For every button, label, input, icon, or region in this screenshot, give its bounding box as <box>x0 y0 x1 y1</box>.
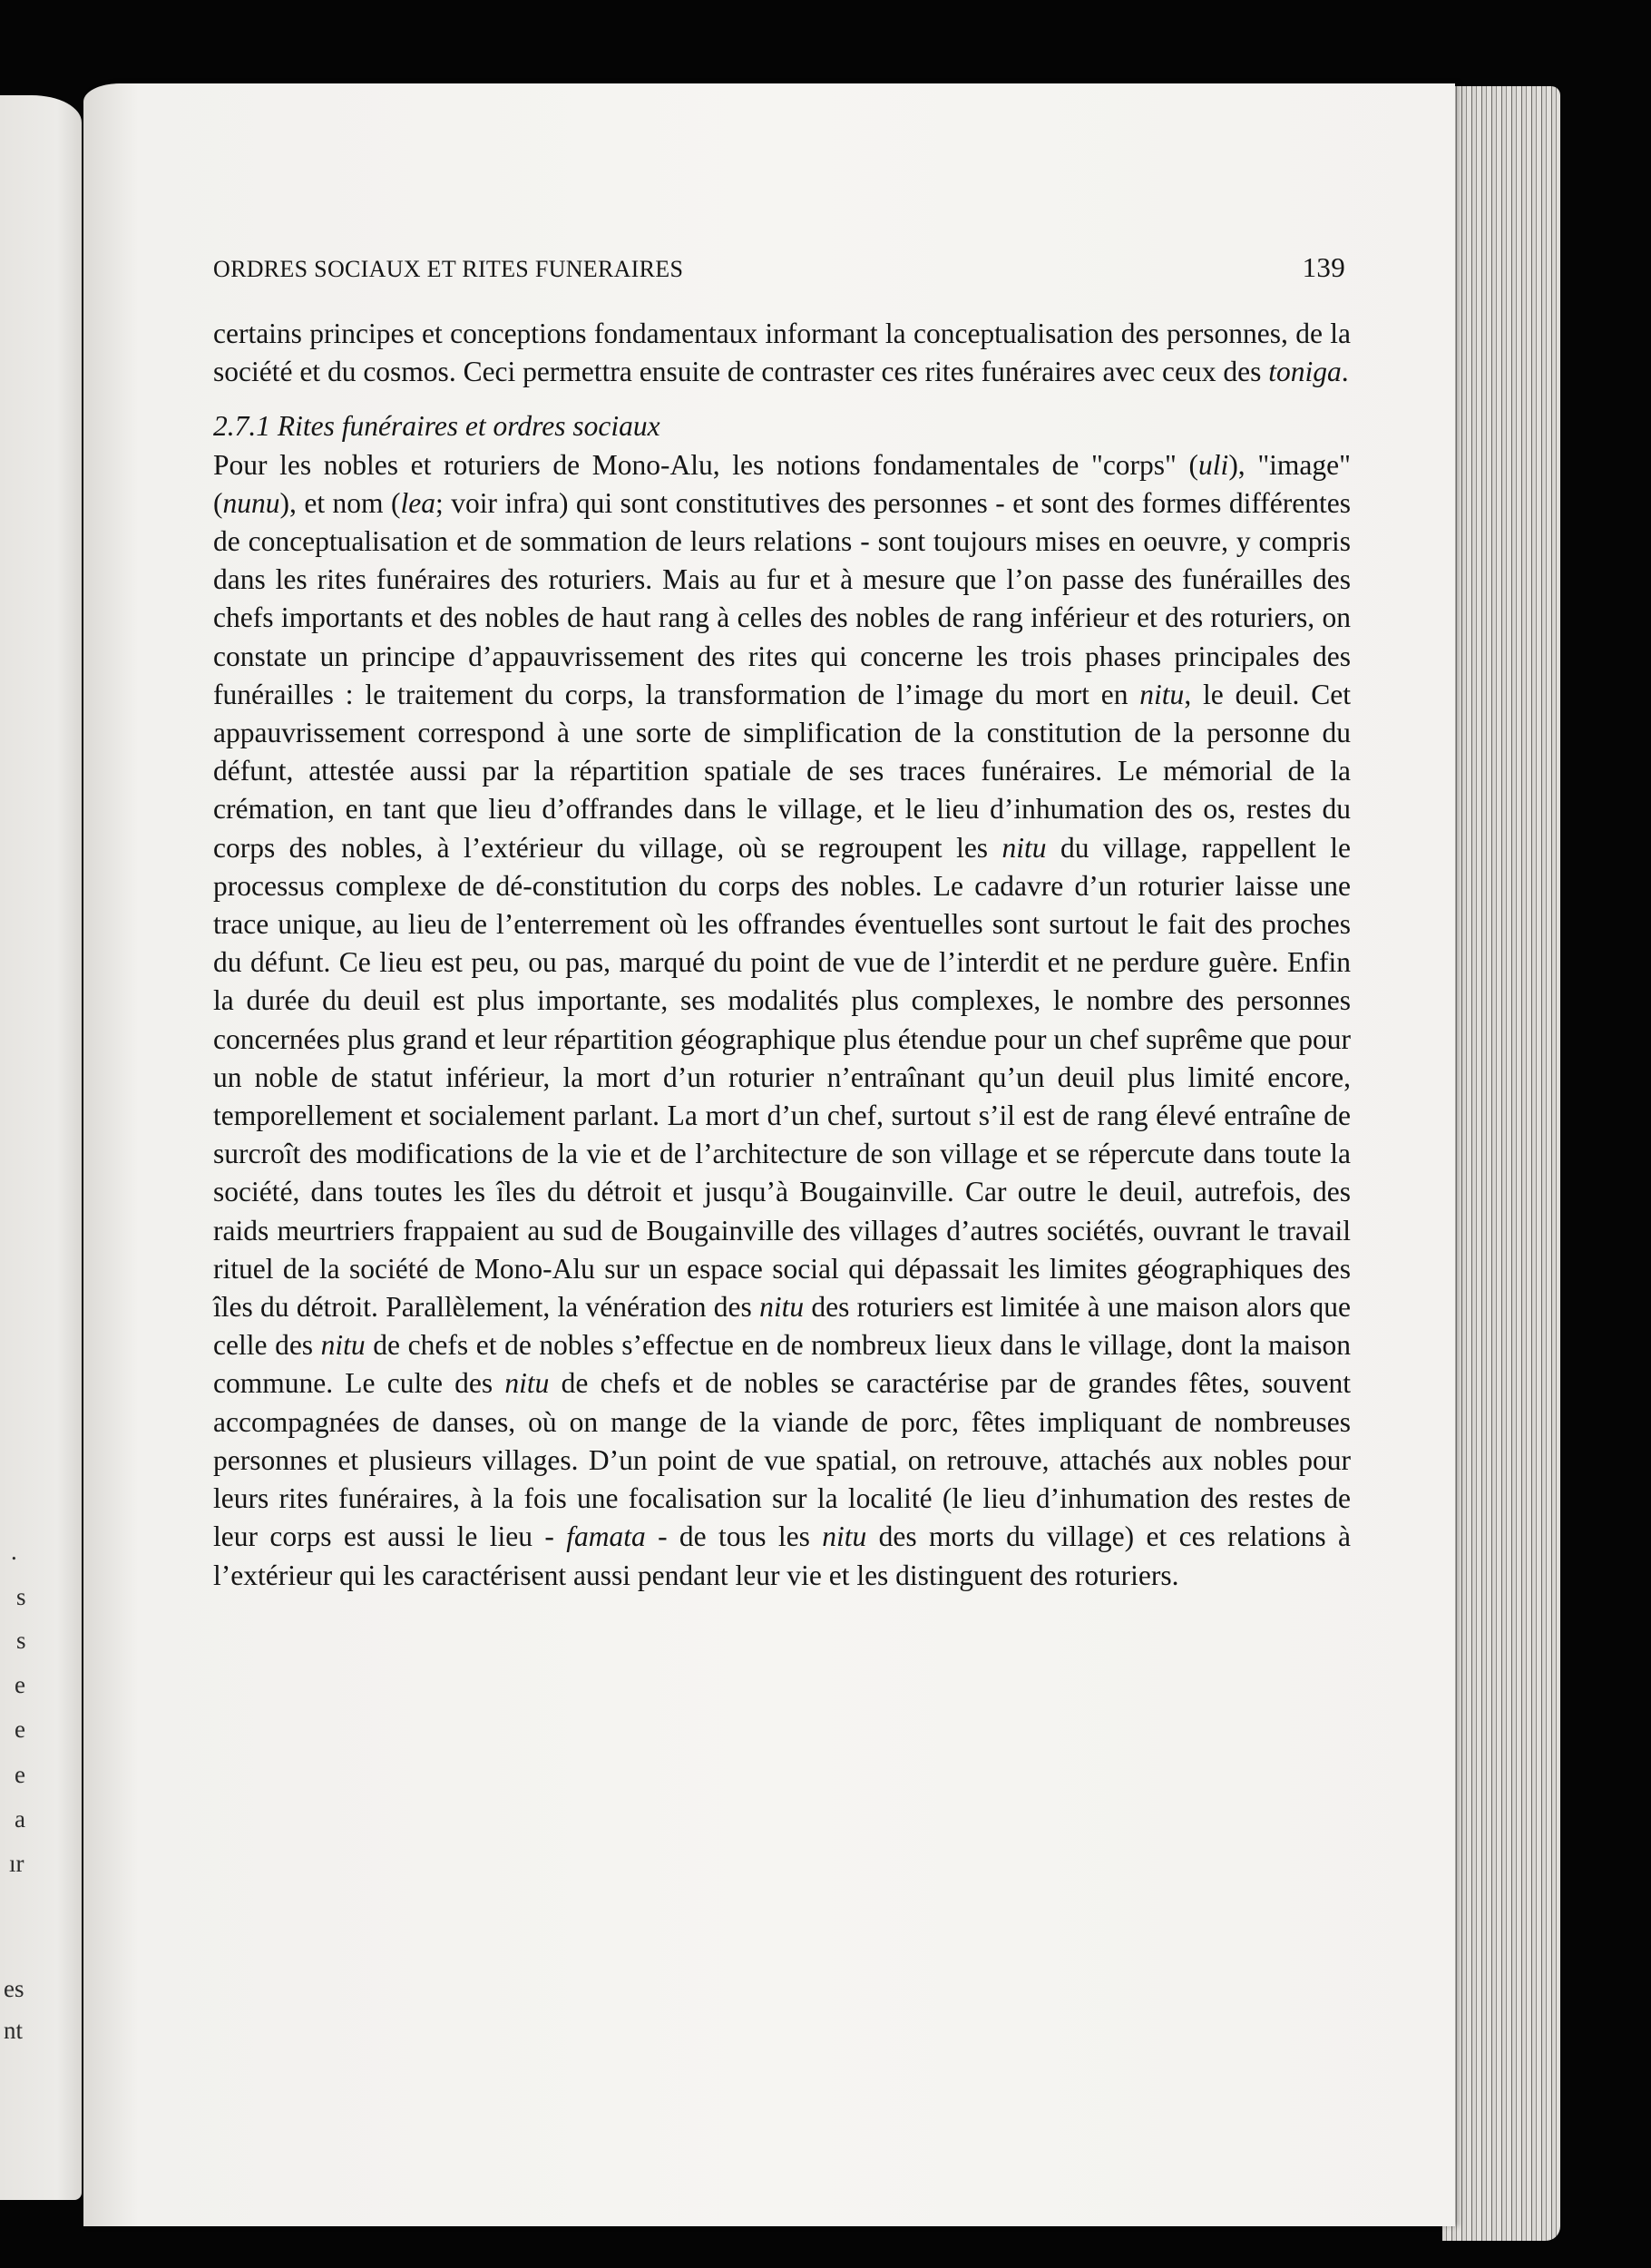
paragraph-main: Pour les nobles et roturiers de Mono-Alu, les notions fondamentales de "corps" (uli), "image" (nunu), et nom (lea; voir infra) qui sont constitutives des personnes - et sont des formes différentes de conceptualisation et de sommation de leurs relations - sont toujours mises en oeuvre, y compris dans les rites funéraires des roturiers. Mais au fur et à mesure que l’on passe des funérailles des chefs importants et des nobles de haut rang à celles des nobles de rang inférieur et des roturiers, on constate un principe d’appauvrissement des rites qui concerne les trois phases principales des funérailles : le traitement du corps, la transformation de l’image du mort en nitu, le deuil. Cet appauvrissement correspond à une sorte de simplification de la constitution de la personne du défunt, attestée aussi par la répartition spatiale de ses traces funéraires. Le mémorial de la crémation, en tant que lieu d’offrandes dans le village, et le lieu d’inhumation des os, restes du corps des nobles, à l’extérieur du village, où se regroupent les nitu du village, rappellent le processus complexe de dé-constitution du corps des nobles. Le cadavre d’un roturier laisse une trace unique, au lieu de l’enterrement où les offrandes éventuelles sont surtout le fait des proches du défunt. Ce lieu est peu, ou pas, marqué du point de vue de l’interdit et ne perdure guère. Enfin la durée du deuil est plus importante, ses modalités plus complexes, le nombre des personnes concernées plus grand et leur répartition géographique plus étendue pour un chef suprême que pour un noble de statut inférieur, la mort d’un roturier n’entraînant qu’un deuil plus limité encore, temporellement et socialement parlant. La mort d’un chef, surtout s’il est de rang élevé entraîne de surcroît des modifications de la vie et de l’architecture de son village et se répercute dans toute la société, dans toutes les îles du détroit et jusqu’à Bougainville. Car outre le deuil, autrefois, des raids meurtriers frappaient au sud de Bougainville des villages d’autres sociétés, ouvrant le travail rituel de la société de Mono-Alu sur un espace social qui dépassait les limites géographiques des îles du détroit. Parallèlement, la vénération des nitu des roturiers est limitée à une maison alors que celle des nitu de chefs et de nobles s’effectue en de nombreux lieux dans le village, dont la maison commune. Le culte des nitu de chefs et de nobles se caractérise par de grandes fêtes, souvent accompagnées de danses, où on mange de la viande de porc, fêtes impliquant de nombreuses personnes et plusieurs villages. D’un point de vue spatial, on retrouve, attachés aux nobles pour leurs rites funéraires, à la fois une focalisation sur la localité (le lieu d’inhumation des restes de leur corps est aussi le lieu - famata - de tous les nitu des morts du village) et ces relations à l’extérieur qui les caractérisent aussi pendant leur vie et les distinguent des roturiers. <box>213 448 1352 1591</box>
paragraph-intro: certains principes et conceptions fondamentaux informant la conceptualisation des personnes, de la société et du cosmos. Ceci permettra ensuite de contraster ces rites funéraires avec ceux des toniga. <box>213 318 1351 388</box>
section-subheading: 2.7.1 Rites funéraires et ordres sociaux <box>213 410 660 443</box>
fragment: s <box>16 1627 26 1654</box>
running-header <box>213 251 1351 288</box>
fragment: a <box>15 1805 25 1833</box>
page-number: 139 <box>1302 251 1345 283</box>
running-title: ORDRES SOCIAUX ET RITES FUNERAIRES <box>213 256 684 282</box>
italic-term: nitu <box>504 1367 550 1400</box>
fragment: s <box>16 1583 26 1610</box>
italic-term: nitu <box>1139 678 1185 710</box>
page-content <box>213 251 1351 1595</box>
fragment: e <box>15 1761 25 1788</box>
fragment: . <box>11 1538 17 1565</box>
book-page <box>83 83 1455 2226</box>
italic-term: nitu <box>320 1329 366 1362</box>
left-page-edge <box>0 95 82 2200</box>
italic-term: nitu <box>822 1520 867 1553</box>
italic-term: uli <box>1198 448 1229 481</box>
body-text <box>213 315 1351 1595</box>
italic-term: nitu <box>1001 831 1047 864</box>
italic-term: nitu <box>759 1291 805 1324</box>
fragment: es <box>4 1975 24 2002</box>
fragment: ır <box>9 1850 24 1877</box>
fragment: e <box>15 1716 25 1743</box>
italic-term: famata <box>566 1520 646 1553</box>
page-stack-edges <box>1442 86 1560 2241</box>
italic-term: toniga <box>1268 356 1342 388</box>
italic-term: lea <box>400 486 436 519</box>
fragment: nt <box>4 2017 24 2044</box>
italic-term: nunu <box>222 486 280 519</box>
fragment: e <box>15 1671 25 1698</box>
